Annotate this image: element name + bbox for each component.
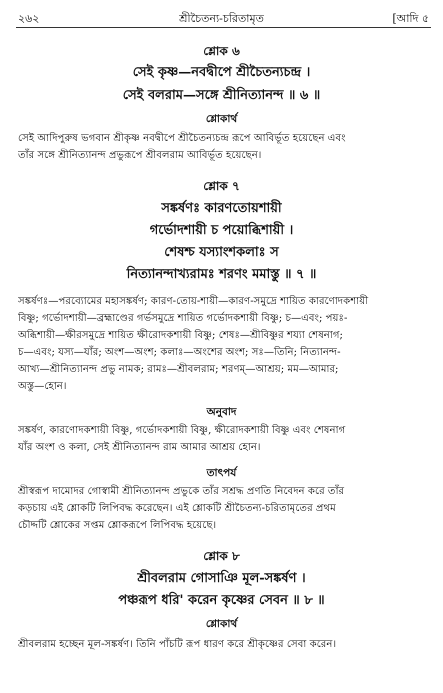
sloka-8-translation-line: শ্রীবলরাম হচ্ছেন মূল-সঙ্কর্ষণ। তিনি পাঁচটি রূপ ধারণ করে শ্রীকৃষ্ণের সেবা করেন। [18,639,337,650]
sloka-7-verse-line: সঙ্কর্ষণঃ কারণতোয়শায়ী [161,201,282,216]
sloka-6-translation-line: তাঁর সঙ্গে শ্রীনিত্যানন্দ প্রভুরূপে শ্রীবলরাম আবির্ভূত হয়েছেন। [18,150,262,161]
sloka-6-verse-line: সেই বলরাম—সঙ্গে শ্রীনিত্যানন্দ ॥ ৬ ॥ [122,88,321,103]
sloka-6-heading: শ্লোক ৬ [203,44,240,58]
sloka-6-translation-label: শ্লোকার্থ [205,113,238,125]
sloka-8-verse-line: পঞ্চরূপ ধরি' করেন কৃষ্ণের সেবন ॥ ৮ ॥ [118,593,325,608]
synonym-line: সঙ্কর্ষণঃ—পরব্যোমের মহাসঙ্কর্ষণ; কারণ-তোয়-শায়ী—কারণ-সমুদ্রে শায়িত কারণোদকশায়ী [18,296,369,307]
sloka-7-verse-line: শেষশ্চ যস্যাংশকলাঃ স [164,245,279,260]
sloka-8-translation-label: শ্লোকার্থ [205,618,238,630]
sloka-6-translation-line: সেই আদিপুরুষ ভগবান শ্রীকৃষ্ণ নবদ্বীপে শ্রীচৈতন্যচন্দ্র রূপে আবির্ভূত হয়েছেন এবং [18,133,346,144]
page-number: ২৬২ [18,12,40,25]
synonym-line: অস্তু—হোন। [18,381,67,392]
anuvad-label: অনুবাদ [206,406,237,418]
synonym-line: আখ্য—শ্রীনিত্যানন্দ প্রভু নামক; রামঃ—শ্রীবলরাম; শরণম্—আশ্রয়; মম—আমার; [18,364,339,375]
sloka-8-heading: শ্লোক ৮ [203,549,240,563]
chapter-marker: [আদি ৫ [392,12,429,25]
sloka-7-heading: শ্লোক ৭ [203,179,240,193]
purport-label: তাৎপর্য [206,467,237,479]
running-title: শ্রীচৈতন্য-চরিতামৃত [179,12,264,25]
sloka-8-verse-line: শ্রীবলরাম গোসাঞি মূল-সঙ্কর্ষণ । [137,571,306,586]
sloka-7-verse-line: নিত্যানন্দাখ্যরামঃ শরণং মমাস্তু ॥ ৭ ॥ [126,267,317,282]
synonym-line: অব্ধিশায়ী—ক্ষীরসমুদ্রে শায়িত ক্ষীরোদকশায়ী বিষ্ণু; শেষঃ—শ্রীবিষ্ণুর শয্যা শেষনাগ; [18,330,343,341]
sloka-7-verse-line: গর্ভোদশায়ী চ পয়োব্ধিশায়ী । [149,223,294,238]
synonym-line: চ—এবং; যস্য—যাঁর; অংশ—অংশ; কলাঃ—অংশের অংশ; সঃ—তিনি; নিত্যানন্দ- [18,347,341,358]
purport-line: কড়চায় এই শ্লোকটি লিপিবদ্ধ করেছেন। এই শ্লোকটি শ্রীচৈতন্য-চরিতামৃতের প্রথম [18,503,336,514]
purport-line: শ্রীস্বরূপ দামোদর গোস্বামী শ্রীনিত্যানন্দ প্রভুকে তাঁর সশ্রদ্ধ প্রণতি নিবেদন করে তাঁর [18,486,345,497]
purport-line: চৌদ্দটি শ্লোকের সপ্তম শ্লোকরূপে লিপিবদ্ধ হয়েছে। [18,520,217,531]
synonym-line: বিষ্ণু; গর্ভোদশায়ী—ব্রহ্মাণ্ডের গর্ভসমুদ্রে শায়িত গর্ভোদকশায়ী বিষ্ণু; চ—এবং; পয়ঃ- [18,313,348,324]
anuvad-line: যাঁর অংশ ও কলা, সেই শ্রীনিত্যানন্দ রাম আমার আশ্রয় হোন। [18,442,261,453]
sloka-6-verse-line: সেই কৃষ্ণ—নবদ্বীপে শ্রীচৈতন্যচন্দ্র । [132,65,311,80]
anuvad-line: সঙ্কর্ষণ, কারণোদকশায়ী বিষ্ণু, গর্ভোদকশায়ী বিষ্ণু, ক্ষীরোদকশায়ী বিষ্ণু এবং শেষনাগ [18,425,346,436]
header-rule [16,27,431,28]
